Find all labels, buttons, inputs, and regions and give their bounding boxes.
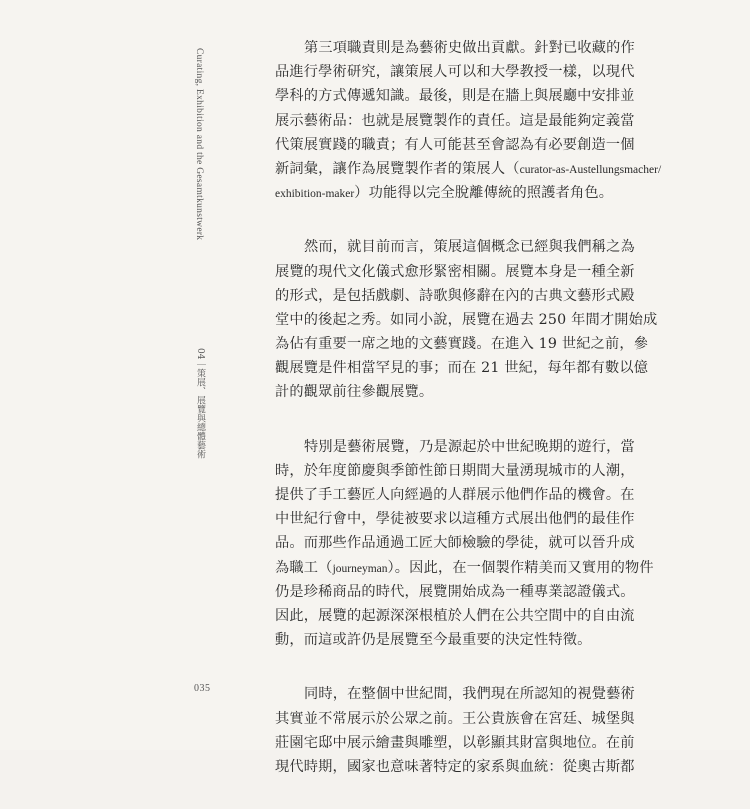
text-line: 第三項職責則是為藝術史做出貢獻。針對已收藏的作 xyxy=(304,40,635,56)
text-line: 為職工（journeyman）。因此，在一個製作精美而又實用的物件 xyxy=(275,559,654,576)
text-line: 展覽的現代文化儀式愈形緊密相關。展覽本身是一種全新 xyxy=(275,263,635,280)
text-line: 新詞彙，讓作為展覽製作者的策展人（curator-as-Austellungsmacher/ xyxy=(275,160,662,177)
body-text xyxy=(275,36,662,809)
text-line: 莊園宅邸中展示繪畫與雕塑，以彰顯其財富與地位。在前 xyxy=(275,734,635,751)
text-line: 同時，在整個中世紀間，我們現在所認知的視覺藝術 xyxy=(304,686,635,703)
text-line: 觀展覽是件相當罕見的事；而在 21 世紀，每年都有數以億 xyxy=(275,360,649,377)
text-line: 代策展實踐的職責；有人可能甚至會認為有必要創造一個 xyxy=(275,136,635,153)
page-number: 035 xyxy=(194,683,211,694)
text-line: exhibition-maker）功能得以完全脫離傳統的照護者角色。 xyxy=(275,185,614,202)
text-line: 因此，展覽的起源深深根植於人們在公共空間中的自由流 xyxy=(275,607,635,624)
paragraph xyxy=(275,435,654,653)
text-line: 中世紀行會中，學徒被要求以這種方式展出他們的最佳作 xyxy=(275,511,635,528)
text-line: 提供了手工藝匠人向經過的人群展示他們作品的機會。在 xyxy=(275,487,635,503)
text-line: 品。而那些作品通過工匠大師檢驗的學徒，就可以晉升成 xyxy=(275,535,635,552)
text-line: 展示藝術品：也就是展覽製作的責任。這是最能夠定義當 xyxy=(275,112,635,129)
text-line: 然而，就目前而言，策展這個概念已經與我們稱之為 xyxy=(304,239,635,256)
paragraph xyxy=(275,36,662,205)
paragraph xyxy=(275,682,635,779)
paragraph xyxy=(275,235,658,404)
text-line: 特別是藝術展覽，乃是源起於中世紀晚期的遊行，當 xyxy=(304,438,635,455)
text-line: 現代時期，國家也意味著特定的家系與血統：從奧古斯都 xyxy=(275,758,635,775)
text-line: 學科的方式傳遞知識。最後，則是在牆上與展廳中安排並 xyxy=(275,88,635,105)
text-line: 動，而這或許仍是展覽至今最重要的決定性特徵。 xyxy=(275,632,592,649)
running-head-chapter: 04｜策展、展覽與總體藝術 xyxy=(195,348,205,459)
text-line: 仍是珍稀商品的時代，展覽開始成為一種專業認證儀式。 xyxy=(275,583,635,600)
running-head-book-title: Curating, Exhibition and the Gesamtkunstwerk xyxy=(194,48,204,241)
text-line: 品進行學術研究，讓策展人可以和大學教授一樣，以現代 xyxy=(275,64,635,81)
text-line: 為佔有重要一席之地的文藝實踐。在進入 19 世紀之前，參 xyxy=(275,336,649,353)
text-line: 計的觀眾前往參觀展覽。 xyxy=(275,384,434,401)
text-line: 堂中的後起之秀。如同小說，展覽在過去 250 年間才開始成 xyxy=(275,311,658,328)
text-line: 其實並不常展示於公眾之前。王公貴族會在宮廷、城堡與 xyxy=(275,710,635,727)
text-line: 時，於年度節慶與季節性節日期間大量湧現城市的人潮， xyxy=(275,462,635,479)
text-line: 的形式，是包括戲劇、詩歌與修辭在內的古典文藝形式殿 xyxy=(275,287,635,304)
